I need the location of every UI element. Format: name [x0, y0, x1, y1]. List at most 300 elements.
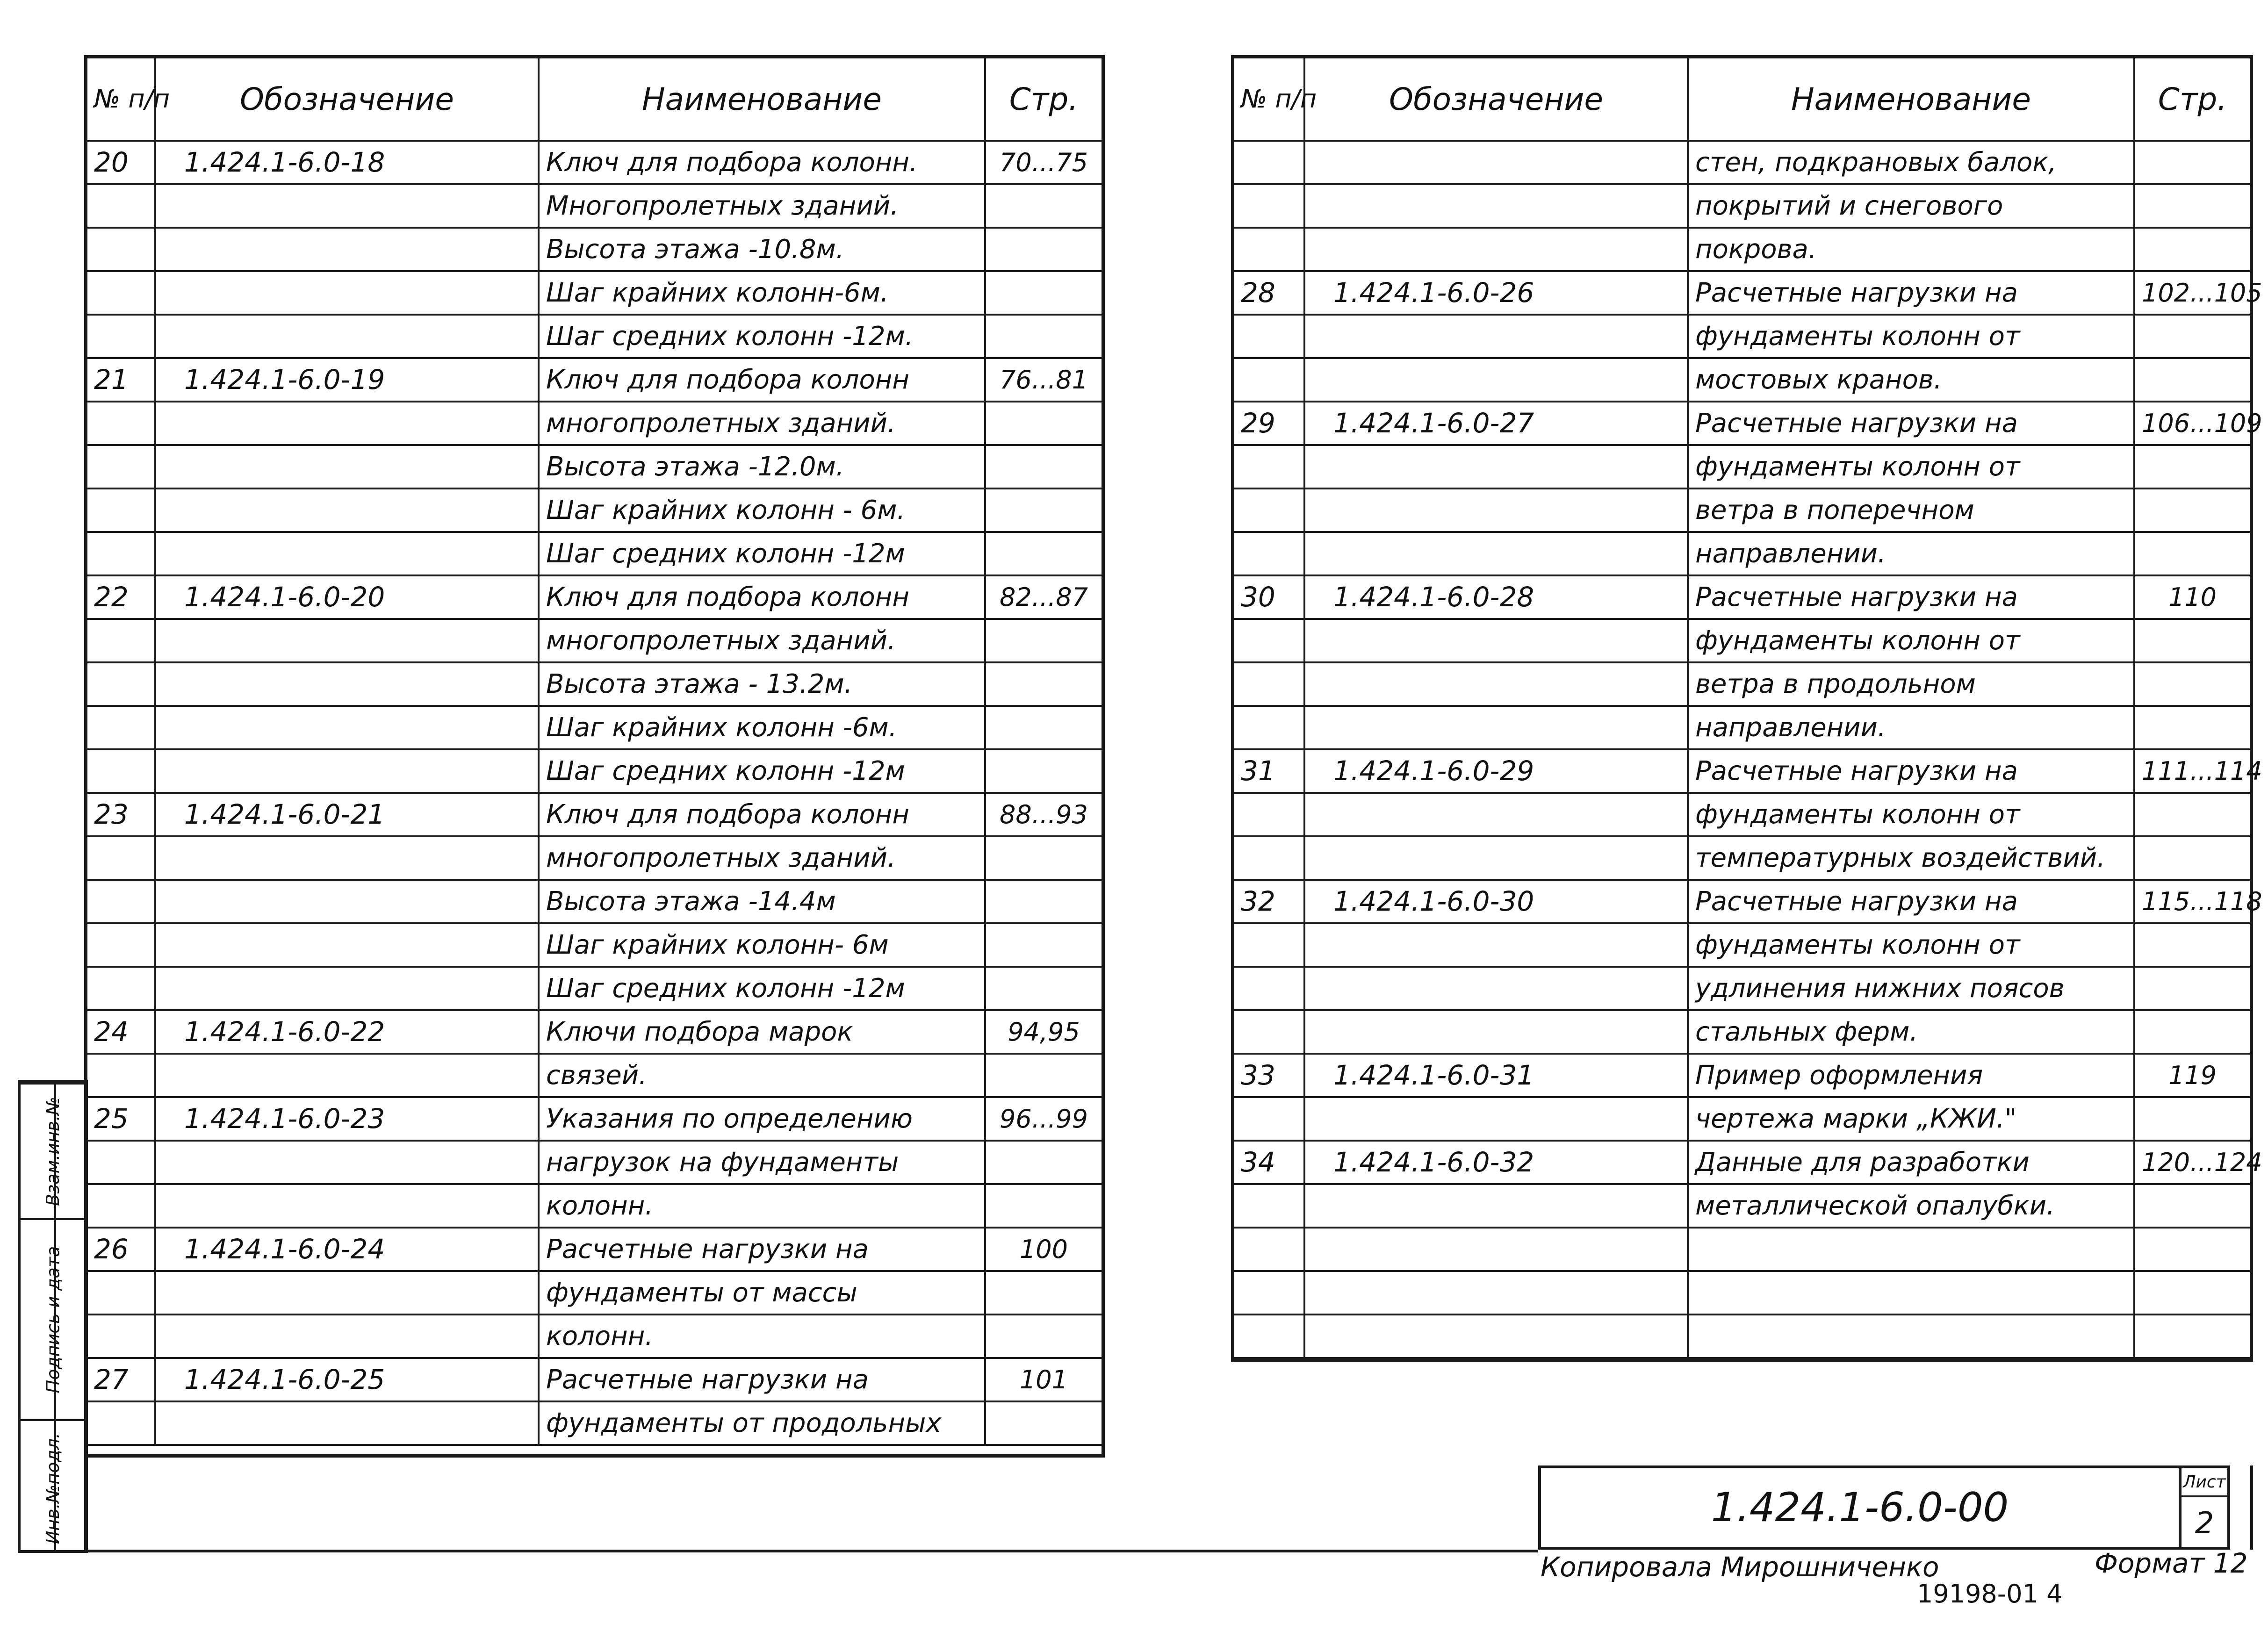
designation-cell	[1304, 836, 1688, 880]
pages-cell	[2134, 315, 2250, 358]
table-row	[87, 358, 1102, 402]
row-number	[87, 749, 155, 793]
name-cell: Шаг средних колонн -12м	[539, 749, 985, 793]
name-cell: фундаменты от продольных	[539, 1401, 985, 1445]
name-cell: Расчетные нагрузки на	[1688, 271, 2134, 315]
name-cell: колонн.	[539, 1184, 985, 1228]
name-cell: стен, подкрановых балок,	[1688, 141, 2134, 184]
table-row	[1234, 358, 2250, 402]
name-cell: Ключ для подбора колонн	[539, 575, 985, 619]
table-header-row	[87, 58, 1102, 141]
pages-cell: 82...87	[985, 575, 1102, 619]
name-cell: фундаменты колонн от	[1688, 445, 2134, 488]
frame-bottom-line	[84, 1550, 1538, 1552]
table-row	[1234, 184, 2250, 228]
pages-cell	[985, 1141, 1102, 1184]
name-cell: многопролетных зданий.	[539, 402, 985, 445]
row-number: 25	[87, 1097, 155, 1141]
designation-cell	[155, 1315, 539, 1358]
table-row	[87, 1141, 1102, 1184]
designation-cell	[155, 967, 539, 1010]
name-cell: стальных ферм.	[1688, 1010, 2134, 1054]
designation-cell: 1.424.1-6.0-18	[155, 141, 539, 184]
pages-cell	[2134, 1097, 2250, 1141]
row-number: 31	[1234, 749, 1304, 793]
designation-cell	[1304, 1228, 1688, 1271]
row-number: 29	[1234, 402, 1304, 445]
row-number: 34	[1234, 1141, 1304, 1184]
name-cell: Высота этажа -10.8м.	[539, 228, 985, 271]
name-cell: Указания по определению	[539, 1097, 985, 1141]
name-cell: Шаг средних колонн -12м	[539, 967, 985, 1010]
row-number	[1234, 836, 1304, 880]
table-row	[87, 1184, 1102, 1228]
row-number	[87, 836, 155, 880]
pages-cell	[985, 402, 1102, 445]
row-number: 24	[87, 1010, 155, 1054]
row-number: 20	[87, 141, 155, 184]
designation-cell	[155, 445, 539, 488]
pages-cell	[985, 836, 1102, 880]
designation-cell: 1.424.1-6.0-29	[1304, 749, 1688, 793]
row-number	[1234, 445, 1304, 488]
pages-cell	[2134, 1228, 2250, 1271]
designation-cell	[155, 1271, 539, 1315]
header-designation: Обозначение	[1304, 58, 1688, 141]
name-cell: фундаменты от массы	[539, 1271, 985, 1315]
row-number	[87, 532, 155, 575]
table-row	[87, 445, 1102, 488]
pages-cell: 111...114	[2134, 749, 2250, 793]
row-number	[1234, 967, 1304, 1010]
pages-cell	[985, 1054, 1102, 1097]
table-row	[87, 488, 1102, 532]
table-row	[1234, 1054, 2250, 1097]
designation-cell: 1.424.1-6.0-31	[1304, 1054, 1688, 1097]
pages-cell: 119	[2134, 1054, 2250, 1097]
designation-cell: 1.424.1-6.0-26	[1304, 271, 1688, 315]
pages-cell: 120...124	[2134, 1141, 2250, 1184]
table-row	[87, 1358, 1102, 1401]
table-body-left	[87, 141, 1102, 1445]
designation-cell	[155, 315, 539, 358]
pages-cell	[2134, 793, 2250, 836]
pages-cell: 100	[985, 1228, 1102, 1271]
document-code: 1.424.1-6.0-00	[1541, 1468, 2182, 1547]
designation-cell	[155, 836, 539, 880]
table-body-right	[1234, 141, 2262, 1358]
designation-cell: 1.424.1-6.0-21	[155, 793, 539, 836]
name-cell: покрова.	[1688, 228, 2134, 271]
table-row	[87, 184, 1102, 228]
row-number	[87, 619, 155, 662]
designation-cell	[1304, 315, 1688, 358]
row-number	[87, 1184, 155, 1228]
row-number	[1234, 228, 1304, 271]
pages-cell: 96...99	[985, 1097, 1102, 1141]
pages-cell: 101	[985, 1358, 1102, 1401]
name-cell: Высота этажа -14.4м	[539, 880, 985, 923]
row-number	[1234, 184, 1304, 228]
designation-cell	[155, 923, 539, 967]
designation-cell: 1.424.1-6.0-20	[155, 575, 539, 619]
name-cell: направлении.	[1688, 532, 2134, 575]
designation-cell: 1.424.1-6.0-23	[155, 1097, 539, 1141]
row-number	[87, 402, 155, 445]
table-row	[1234, 793, 2250, 836]
row-number	[1234, 1271, 1304, 1315]
pages-cell	[985, 315, 1102, 358]
side-stamp-sign-date: Подпись и дата	[21, 1218, 85, 1419]
pages-cell: 115...118	[2134, 880, 2250, 923]
table-row	[1234, 1010, 2250, 1054]
row-number: 27	[87, 1358, 155, 1401]
name-cell: Расчетные нагрузки на	[1688, 402, 2134, 445]
row-number	[87, 706, 155, 749]
pages-cell	[985, 1315, 1102, 1358]
pages-cell: 102...105	[2134, 271, 2250, 315]
designation-cell	[155, 532, 539, 575]
header-pages: Стр.	[2134, 58, 2250, 141]
table-row	[1234, 1097, 2250, 1141]
name-cell: Ключ для подбора колонн	[539, 358, 985, 402]
row-number	[1234, 619, 1304, 662]
pages-cell: 94,95	[985, 1010, 1102, 1054]
designation-cell	[1304, 228, 1688, 271]
row-number	[1234, 662, 1304, 706]
designation-cell	[155, 488, 539, 532]
header-name: Наименование	[1688, 58, 2134, 141]
designation-cell	[155, 880, 539, 923]
name-cell: Данные для разработки	[1688, 1141, 2134, 1184]
pages-cell	[2134, 1010, 2250, 1054]
name-cell: Высота этажа -12.0м.	[539, 445, 985, 488]
name-cell: Расчетные нагрузки на	[1688, 880, 2134, 923]
table-row	[87, 1315, 1102, 1358]
name-cell: Шаг крайних колонн - 6м.	[539, 488, 985, 532]
designation-cell	[1304, 184, 1688, 228]
designation-cell: 1.424.1-6.0-28	[1304, 575, 1688, 619]
pages-cell	[985, 488, 1102, 532]
table-row	[1234, 402, 2250, 445]
name-cell: многопролетных зданий.	[539, 836, 985, 880]
table-row	[1234, 1228, 2250, 1271]
row-number	[1234, 706, 1304, 749]
designation-cell: 1.424.1-6.0-19	[155, 358, 539, 402]
table-row	[1234, 619, 2250, 662]
name-cell: многопролетных зданий.	[539, 619, 985, 662]
row-number	[1234, 1184, 1304, 1228]
row-number	[1234, 488, 1304, 532]
designation-cell	[155, 184, 539, 228]
format-note: Формат 12	[2095, 1547, 2248, 1579]
table-header-row	[1234, 58, 2250, 141]
row-number	[1234, 315, 1304, 358]
designation-cell	[155, 749, 539, 793]
designation-cell: 1.424.1-6.0-22	[155, 1010, 539, 1054]
name-cell: Шаг крайних колонн-6м.	[539, 271, 985, 315]
pages-cell	[2134, 184, 2250, 228]
row-number: 32	[1234, 880, 1304, 923]
row-number: 23	[87, 793, 155, 836]
row-number	[87, 315, 155, 358]
table-row	[1234, 315, 2250, 358]
copied-by-note: Копировала Мирошниченко	[1541, 1551, 1939, 1583]
name-cell: фундаменты колонн от	[1688, 619, 2134, 662]
table-row	[1234, 749, 2250, 793]
designation-cell	[1304, 793, 1688, 836]
table-row	[87, 402, 1102, 445]
table-row	[1234, 967, 2250, 1010]
designation-cell: 1.424.1-6.0-25	[155, 1358, 539, 1401]
designation-cell	[1304, 445, 1688, 488]
table-row	[1234, 1315, 2250, 1358]
frame-right-line	[2250, 1465, 2253, 1550]
row-number: 30	[1234, 575, 1304, 619]
table-row	[87, 967, 1102, 1010]
name-cell	[1688, 1271, 2134, 1315]
row-number: 28	[1234, 271, 1304, 315]
row-number	[87, 967, 155, 1010]
name-cell: ветра в продольном	[1688, 662, 2134, 706]
pages-cell	[2134, 1184, 2250, 1228]
pages-cell	[2134, 1315, 2250, 1358]
name-cell: Шаг средних колонн -12м.	[539, 315, 985, 358]
pages-cell	[985, 445, 1102, 488]
pages-cell	[985, 662, 1102, 706]
designation-cell	[1304, 141, 1688, 184]
row-number	[87, 880, 155, 923]
name-cell: ветра в поперечном	[1688, 488, 2134, 532]
pages-cell	[2134, 358, 2250, 402]
table-row	[87, 836, 1102, 880]
header-no: № п/п	[87, 58, 155, 141]
name-cell	[1688, 1228, 2134, 1271]
name-cell: чертежа марки „КЖИ."	[1688, 1097, 2134, 1141]
name-cell: металлической опалубки.	[1688, 1184, 2134, 1228]
table-row	[1234, 1184, 2250, 1228]
table-row	[87, 662, 1102, 706]
row-number	[1234, 532, 1304, 575]
pages-cell	[985, 1184, 1102, 1228]
name-cell: Многопролетных зданий.	[539, 184, 985, 228]
table-row	[87, 228, 1102, 271]
table-row	[1234, 532, 2250, 575]
table-row	[87, 749, 1102, 793]
table-row	[1234, 1141, 2250, 1184]
table-row	[87, 923, 1102, 967]
pages-cell	[985, 749, 1102, 793]
table-row	[1234, 662, 2250, 706]
name-cell: Шаг крайних колонн -6м.	[539, 706, 985, 749]
table-row	[87, 1010, 1102, 1054]
side-stamp-replaced-inv: Взам.инв.№	[21, 1083, 85, 1218]
pages-cell: 88...93	[985, 793, 1102, 836]
row-number: 22	[87, 575, 155, 619]
table-row	[1234, 445, 2250, 488]
pages-cell	[985, 880, 1102, 923]
pages-cell	[985, 706, 1102, 749]
pages-cell	[985, 271, 1102, 315]
name-cell: связей.	[539, 1054, 985, 1097]
pages-cell: 106...109	[2134, 402, 2250, 445]
name-cell: Высота этажа - 13.2м.	[539, 662, 985, 706]
row-number	[87, 1315, 155, 1358]
designation-cell: 1.424.1-6.0-27	[1304, 402, 1688, 445]
pages-cell	[985, 532, 1102, 575]
table-row	[1234, 706, 2250, 749]
row-number	[1234, 358, 1304, 402]
designation-cell	[1304, 358, 1688, 402]
name-cell: мостовых кранов.	[1688, 358, 2134, 402]
pages-cell	[2134, 1271, 2250, 1315]
header-designation: Обозначение	[155, 58, 539, 141]
title-block	[1538, 1465, 2230, 1550]
pages-cell	[2134, 923, 2250, 967]
designation-cell	[1304, 1315, 1688, 1358]
name-cell: направлении.	[1688, 706, 2134, 749]
sheet-label: Лист	[2182, 1468, 2227, 1497]
pages-cell	[985, 619, 1102, 662]
designation-cell	[155, 1141, 539, 1184]
designation-cell	[1304, 1271, 1688, 1315]
pages-cell: 70...75	[985, 141, 1102, 184]
pages-cell	[985, 1271, 1102, 1315]
name-cell: Расчетные нагрузки на	[1688, 749, 2134, 793]
table-row	[1234, 880, 2250, 923]
pages-cell	[2134, 967, 2250, 1010]
table-row	[1234, 141, 2250, 184]
sheet-number-box	[2182, 1468, 2227, 1547]
designation-cell	[1304, 1097, 1688, 1141]
row-number	[87, 1054, 155, 1097]
row-number	[87, 445, 155, 488]
row-number	[87, 1401, 155, 1445]
row-number	[1234, 1010, 1304, 1054]
name-cell: Расчетные нагрузки на	[539, 1358, 985, 1401]
header-pages: Стр.	[985, 58, 1102, 141]
row-number	[1234, 793, 1304, 836]
name-cell: Пример оформления	[1688, 1054, 2134, 1097]
table-row	[87, 1401, 1102, 1445]
table-row	[1234, 271, 2250, 315]
name-cell: колонн.	[539, 1315, 985, 1358]
pages-cell	[2134, 141, 2250, 184]
row-number	[1234, 1097, 1304, 1141]
designation-cell: 1.424.1-6.0-24	[155, 1228, 539, 1271]
table-row	[87, 880, 1102, 923]
table-row	[87, 706, 1102, 749]
table-row	[87, 1054, 1102, 1097]
name-cell: Расчетные нагрузки на	[539, 1228, 985, 1271]
designation-cell	[1304, 662, 1688, 706]
row-number	[1234, 923, 1304, 967]
name-cell: фундаменты колонн от	[1688, 315, 2134, 358]
table-row	[87, 1271, 1102, 1315]
designation-cell	[1304, 923, 1688, 967]
table-row	[87, 1228, 1102, 1271]
row-number	[1234, 141, 1304, 184]
header-no: № п/п	[1234, 58, 1304, 141]
designation-cell	[155, 1184, 539, 1228]
designation-cell	[1304, 619, 1688, 662]
designation-cell	[1304, 488, 1688, 532]
designation-cell	[155, 228, 539, 271]
pages-cell	[985, 228, 1102, 271]
table-row	[1234, 488, 2250, 532]
designation-cell	[1304, 967, 1688, 1010]
name-cell: фундаменты колонн от	[1688, 923, 2134, 967]
name-cell: Шаг крайних колонн- 6м	[539, 923, 985, 967]
pages-cell: 110	[2134, 575, 2250, 619]
sheet-number: 2	[2195, 1506, 2214, 1541]
table-row	[87, 1097, 1102, 1141]
table-row	[87, 271, 1102, 315]
table-row	[87, 532, 1102, 575]
row-number: 26	[87, 1228, 155, 1271]
row-number	[1234, 1228, 1304, 1271]
pages-cell	[2134, 228, 2250, 271]
designation-cell	[155, 1401, 539, 1445]
pages-cell	[985, 184, 1102, 228]
name-cell: фундаменты колонн от	[1688, 793, 2134, 836]
row-number	[87, 271, 155, 315]
table-row	[1234, 923, 2250, 967]
table-row	[87, 619, 1102, 662]
name-cell: Ключи подбора марок	[539, 1010, 985, 1054]
table-row	[87, 793, 1102, 836]
designation-cell	[155, 402, 539, 445]
designation-cell	[155, 706, 539, 749]
designation-cell	[155, 1054, 539, 1097]
name-cell: Шаг средних колонн -12м	[539, 532, 985, 575]
designation-cell	[1304, 532, 1688, 575]
table-row	[1234, 1271, 2250, 1315]
archive-number: 19198-01 4	[1917, 1579, 2063, 1609]
row-number: 21	[87, 358, 155, 402]
contents-table-left	[84, 55, 1105, 1458]
table-row	[1234, 575, 2250, 619]
row-number	[87, 923, 155, 967]
name-cell: удлинения нижних поясов	[1688, 967, 2134, 1010]
table-row	[87, 315, 1102, 358]
designation-cell	[155, 619, 539, 662]
row-number	[87, 1141, 155, 1184]
row-number	[1234, 1315, 1304, 1358]
name-cell: температурных воздействий.	[1688, 836, 2134, 880]
pages-cell	[2134, 836, 2250, 880]
side-stamp-inv-no: Инв.№подл.	[21, 1419, 85, 1556]
name-cell	[1688, 1315, 2134, 1358]
designation-cell	[155, 662, 539, 706]
name-cell: покрытий и снегового	[1688, 184, 2134, 228]
row-number	[87, 228, 155, 271]
designation-cell	[1304, 1010, 1688, 1054]
contents-table-right	[1231, 55, 2262, 1362]
pages-cell	[2134, 706, 2250, 749]
pages-cell	[985, 923, 1102, 967]
row-number	[87, 1271, 155, 1315]
side-stamp	[18, 1080, 88, 1553]
name-cell: Ключ для подбора колонн	[539, 793, 985, 836]
designation-cell	[1304, 706, 1688, 749]
row-number: 33	[1234, 1054, 1304, 1097]
table-row	[1234, 836, 2250, 880]
pages-cell	[2134, 662, 2250, 706]
pages-cell	[2134, 445, 2250, 488]
designation-cell: 1.424.1-6.0-30	[1304, 880, 1688, 923]
table-row	[1234, 228, 2250, 271]
